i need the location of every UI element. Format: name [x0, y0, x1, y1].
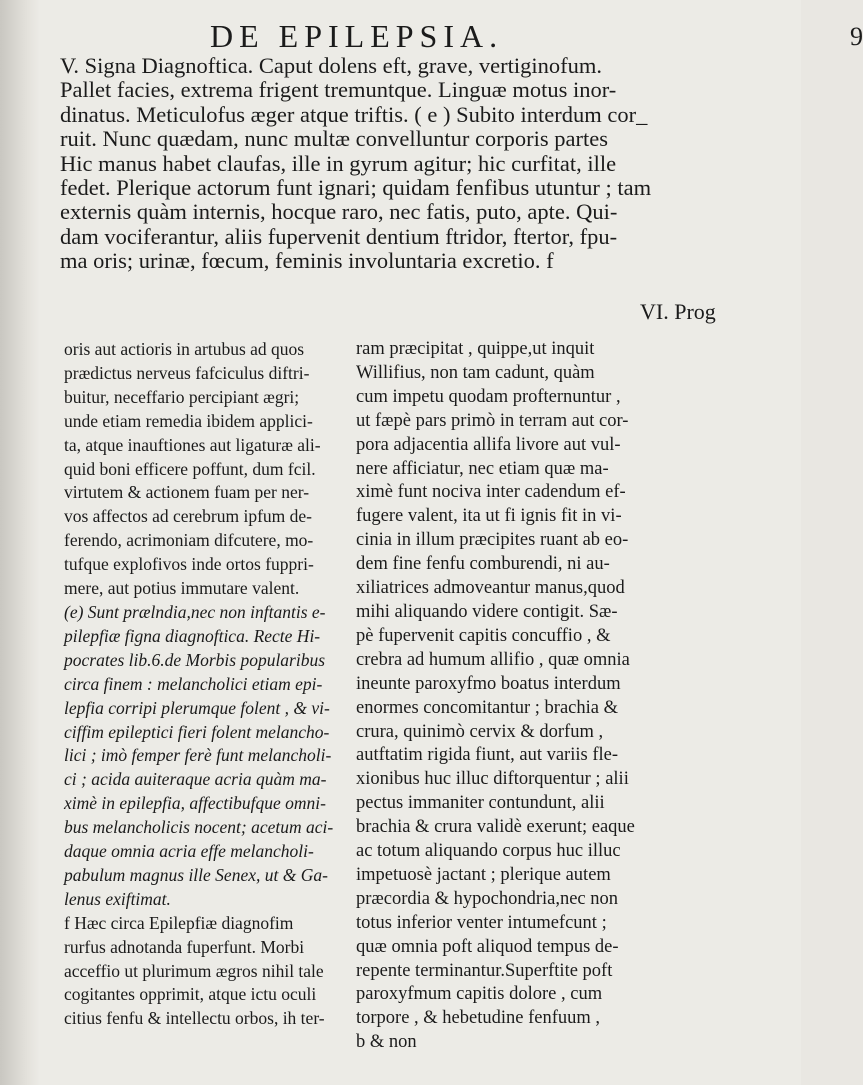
text-line: (e) Sunt prælndia,nec non inftantis e- — [64, 601, 326, 622]
text-line: ci ; acida auiteraque acria quàm ma- — [64, 769, 327, 790]
page-gutter-shadow — [0, 0, 40, 1085]
text-line: totus inferior venter intumefcunt ; — [356, 912, 607, 933]
text-line: dinatus. Meticulofus æger atque triftis. ( e ) Subito interdum cor_ — [60, 101, 648, 127]
text-line: crebra ad humum allifio , quæ omnia — [356, 649, 630, 670]
text-line: tufque explofivos inde ortos fuppri- — [64, 554, 314, 575]
text-line: pocrates lib.6.de Morbis popularibus — [64, 649, 326, 670]
text-line: cum impetu quodam profternuntur , — [356, 386, 621, 407]
running-header — [210, 18, 863, 54]
text-line: enormes concomitantur ; brachia & — [356, 697, 618, 718]
running-title: DE EPILEPSIA. — [210, 18, 504, 54]
text-line: ma oris; urinæ, fœcum, feminis involuntaria excretio. f — [60, 248, 554, 274]
text-line: pectus immaniter contundunt, alii — [356, 793, 605, 814]
section-vi-heading: VI. Prog — [640, 299, 716, 324]
text-line: Pallet facies, extrema frigent tremuntque. Linguæ motus inor- — [60, 77, 617, 103]
text-line: pora adjacentia allifa livore aut vul- — [356, 434, 621, 455]
text-line: autftatim rigida fiunt, aut variis fle- — [356, 745, 618, 766]
text-line: xiliatrices admoveantur manus,quod — [356, 578, 625, 599]
text-line: ta, atque inauftiones aut ligaturæ ali- — [64, 434, 321, 455]
text-line: cogitantes opprimit, atque ictu oculi — [64, 984, 317, 1005]
text-line: paroxyfmum capitis dolore , cum — [356, 984, 603, 1005]
text-line: ferendo, acrimoniam difcutere, mo- — [64, 530, 314, 551]
text-line: citius fenfu & intellectu orbos, ih ter- — [64, 1008, 325, 1029]
text-line: V. Signa Diagnoftica. Caput dolens eft, grave, vertiginofum. — [60, 53, 602, 78]
right-column-text — [356, 338, 776, 1055]
text-line: impetuosè jactant ; plerique autem — [356, 864, 611, 885]
text-line: ciffim epileptici fieri folent melancho- — [64, 721, 330, 742]
text-line: b & non — [356, 1032, 417, 1053]
text-line: rurfus adnotanda fuperfunt. Morbi — [64, 936, 305, 957]
text-line: pabulum magnus ille Senex, ut & Ga- — [64, 864, 328, 885]
text-line: ram præcipitat , quippe,ut inquit — [356, 339, 595, 359]
text-line: ximè funt nociva inter cadendum ef- — [356, 482, 626, 503]
text-line: fedet. Plerique actorum funt ignari; quidam fenfibus utuntur ; tam — [60, 175, 652, 201]
text-line: brachia & crura validè exerunt; eaque — [356, 817, 635, 838]
left-column-notes — [64, 338, 344, 1031]
text-line: cinia in illum præcipites ruant ab eo- — [356, 530, 629, 551]
text-line: dam vociferantur, aliis fupervenit dentium ftridor, ftertor, fpu- — [60, 223, 618, 249]
text-line: quid boni efficere poffunt, dum fcil. — [64, 458, 316, 479]
text-line: acceffio ut plurimum ægros nihil tale — [64, 960, 324, 981]
text-line: xionibus huc illuc diftorquentur ; alii — [356, 769, 629, 790]
text-line: nere afficiatur, nec etiam quæ ma- — [356, 458, 609, 479]
text-line: buitur, neceffario percipiant ægri; — [64, 386, 300, 407]
text-line: lici ; imò femper ferè funt melancholi- — [64, 745, 332, 766]
text-line: dem fine fenfu comburendi, ni au- — [356, 554, 610, 575]
text-line: quæ omnia poft aliquod tempus de- — [356, 936, 619, 957]
text-line: unde etiam remedia ibidem applici- — [64, 410, 313, 431]
text-line: prædictus nerveus fafciculus diftri- — [64, 362, 310, 383]
text-line: externis quàm internis, hocque raro, nec fatis, puto, apte. Qui- — [60, 199, 618, 225]
text-line: mere, aut potius immutare valent. — [64, 578, 300, 599]
page-number: 9 — [850, 22, 863, 51]
text-line: fugere valent, ita ut fi ignis fit in vi- — [356, 506, 622, 527]
text-line: virtutem & actionem fuam per ner- — [64, 482, 310, 503]
text-line: ut fæpè pars primò in terram aut cor- — [356, 410, 629, 431]
text-line: Hic manus habet claufas, ille in gyrum agitur; hic curfitat, ille — [60, 150, 617, 176]
text-line: oris aut actioris in artubus ad quos — [64, 339, 305, 359]
text-line: vos affectos ad cerebrum ipfum de- — [64, 506, 312, 527]
text-line: præcordia & hypochondria,nec non — [356, 888, 619, 909]
text-line: bus melancholicis nocent; acetum aci- — [64, 817, 334, 838]
text-line: circa finem : melancholici etiam epi- — [64, 673, 323, 694]
text-line: lenus exiftimat. — [64, 888, 171, 909]
text-line: crura, quinimò cervix & dorfum , — [356, 721, 604, 742]
text-line: daque omnia acria effe melancholi- — [64, 841, 314, 862]
section-v-text — [60, 54, 770, 274]
text-line: repente terminantur.Superftite poft — [356, 960, 613, 981]
text-line: ximè in epilepfia, affectibufque omni- — [64, 793, 326, 814]
text-line: torpore , & hebetudine fenfuum , — [356, 1008, 601, 1029]
text-line: Willifius, non tam cadunt, quàm — [356, 362, 595, 383]
text-line: mihi aliquando videre contigit. Sæ- — [356, 601, 618, 622]
text-line: pè fupervenit capitis concuffio , & — [356, 625, 611, 646]
text-line: pilepfiæ figna diagnoftica. Recte Hi- — [64, 625, 321, 646]
text-line: ruit. Nunc quædam, nunc multæ convelluntur corporis partes — [60, 126, 609, 152]
text-line: ac totum aliquando corpus huc illuc — [356, 841, 621, 862]
text-line: f Hæc circa Epilepfiæ diagnofim — [64, 912, 294, 933]
text-line: ineunte paroxyfmo boatus interdum — [356, 673, 621, 694]
text-line: lepfia corripi plerumque folent , & vi- — [64, 697, 330, 718]
